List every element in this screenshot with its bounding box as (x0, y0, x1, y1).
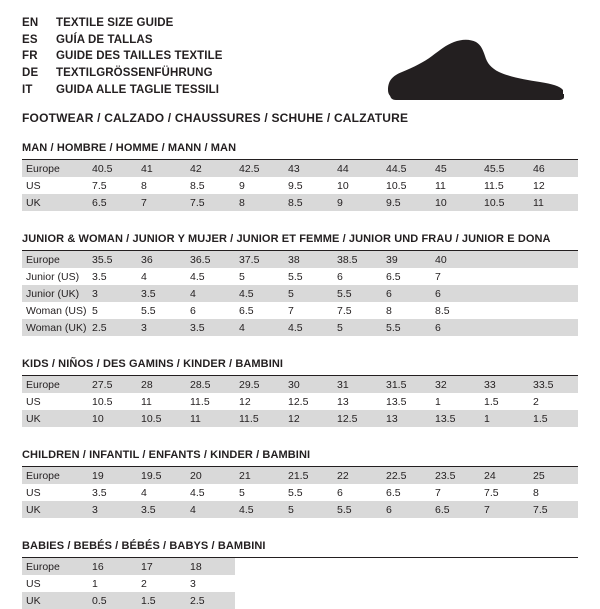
table-row (22, 558, 578, 575)
size-cell: 4.5 (284, 319, 333, 336)
table-row (22, 302, 578, 319)
language-code: IT (22, 83, 33, 96)
empty-cell (431, 592, 480, 609)
table-row (22, 501, 578, 518)
size-cell: 0.5 (88, 592, 137, 609)
empty-cell (529, 558, 578, 575)
size-table (22, 376, 578, 427)
size-cell: 11.5 (190, 395, 210, 408)
empty-cell (431, 558, 480, 575)
size-cell: 11 (141, 395, 152, 408)
table-row (22, 467, 578, 484)
size-cell: 41 (137, 160, 186, 177)
size-cell: 44.5 (382, 160, 431, 177)
size-block (22, 540, 578, 609)
empty-cell (529, 268, 578, 285)
size-cell: 12.5 (333, 410, 382, 427)
empty-cell (480, 558, 529, 575)
size-cell: 10 (337, 179, 349, 192)
table-row (22, 251, 578, 268)
size-cell: 6.5 (88, 194, 137, 211)
row-label: Europe (22, 467, 88, 484)
size-cell: 22 (333, 467, 382, 484)
size-cell: 8 (533, 486, 539, 499)
size-cell: 8.5 (190, 179, 205, 192)
row-label: Europe (22, 376, 88, 393)
language-code: EN (22, 17, 39, 29)
language-code: ES (22, 33, 38, 46)
size-cell: 16 (88, 558, 137, 575)
table-row (22, 393, 578, 410)
size-cell: 17 (137, 558, 186, 575)
size-cell: 40.5 (88, 160, 137, 177)
size-cell: 43 (284, 160, 333, 177)
table-row (22, 177, 578, 194)
size-block (22, 142, 578, 211)
row-label: UK (22, 592, 88, 609)
size-cell: 31.5 (382, 376, 431, 393)
language-code: FR (22, 50, 38, 63)
size-cell: 45 (431, 160, 480, 177)
size-cell: 4 (186, 285, 235, 302)
size-cell: 3 (137, 319, 186, 336)
size-cell: 7 (137, 194, 186, 211)
size-cell: 20 (186, 467, 235, 484)
size-cell: 1 (92, 577, 98, 590)
size-table (22, 558, 578, 609)
size-cell: 5 (92, 304, 98, 317)
row-label: US (26, 577, 41, 590)
size-cell: 28 (137, 376, 186, 393)
size-cell: 45.5 (480, 160, 529, 177)
language-row (22, 33, 223, 50)
size-cell: 3.5 (137, 501, 186, 518)
empty-cell (480, 575, 529, 592)
language-title-list (22, 16, 223, 99)
size-cell: 5.5 (382, 319, 431, 336)
size-cell: 2 (533, 395, 539, 408)
row-label: Junior (UK) (22, 285, 88, 302)
size-block-title: KIDS / NIÑOS / DES GAMINS / KINDER / BAMBINI (22, 358, 578, 376)
size-table (22, 160, 578, 211)
empty-cell (333, 592, 382, 609)
size-cell: 5 (284, 285, 333, 302)
row-label: UK (22, 410, 88, 427)
size-cell: 2.5 (186, 592, 235, 609)
size-cell: 5.5 (333, 285, 382, 302)
table-row (22, 592, 578, 609)
size-cell: 1.5 (484, 395, 499, 408)
size-cell: 4 (141, 270, 147, 283)
size-cell: 4.5 (190, 270, 205, 283)
size-cell: 3 (190, 577, 196, 590)
size-cell: 19.5 (137, 467, 186, 484)
size-cell: 33.5 (529, 376, 578, 393)
size-cell: 8 (386, 304, 392, 317)
size-cell: 31 (333, 376, 382, 393)
size-cell: 6.5 (386, 486, 401, 499)
size-cell: 2.5 (88, 319, 137, 336)
dress-shoe-icon (380, 36, 570, 106)
size-cell: 2 (141, 577, 147, 590)
empty-cell (382, 558, 431, 575)
empty-cell (382, 592, 431, 609)
table-row (22, 194, 578, 211)
empty-cell (529, 575, 578, 592)
table-row (22, 484, 578, 501)
size-cell: 11 (435, 179, 446, 192)
language-row (22, 16, 223, 33)
size-block-title: CHILDREN / INFANTIL / ENFANTS / KINDER / BAMBINI (22, 449, 578, 467)
size-block (22, 233, 578, 336)
row-label: US (26, 179, 41, 192)
row-label: Europe (22, 160, 88, 177)
empty-cell (333, 575, 382, 592)
table-row (22, 376, 578, 393)
size-cell: 5.5 (141, 304, 156, 317)
size-cell: 10 (88, 410, 137, 427)
size-cell: 32 (431, 376, 480, 393)
row-label: UK (22, 194, 88, 211)
empty-cell (235, 558, 284, 575)
language-title: GUÍA DE TALLAS (56, 33, 153, 46)
size-cell: 46 (529, 160, 578, 177)
size-cell: 3.5 (137, 285, 186, 302)
size-cell: 10 (431, 194, 480, 211)
size-block-title: JUNIOR & WOMAN / JUNIOR Y MUJER / JUNIOR ET FEMME / JUNIOR UND FRAU / JUNIOR E DONA (22, 233, 578, 251)
empty-cell (284, 558, 333, 575)
size-cell: 4 (141, 486, 147, 499)
size-cell: 8.5 (435, 304, 450, 317)
size-cell: 6.5 (431, 501, 480, 518)
size-cell: 42 (186, 160, 235, 177)
size-cell: 38.5 (333, 251, 382, 268)
size-cell: 7 (480, 501, 529, 518)
size-cell: 5 (333, 319, 382, 336)
size-cell: 40 (431, 251, 480, 268)
table-row (22, 285, 578, 302)
size-cell: 44 (333, 160, 382, 177)
size-cell: 29.5 (235, 376, 284, 393)
empty-cell (480, 302, 529, 319)
size-cell: 4 (186, 501, 235, 518)
language-title: GUIDE DES TAILLES TEXTILE (56, 50, 223, 63)
size-cell: 10.5 (480, 194, 529, 211)
size-cell: 7 (435, 486, 441, 499)
empty-cell (382, 575, 431, 592)
size-cell: 6.5 (386, 270, 401, 283)
empty-cell (480, 251, 529, 268)
size-cell: 7.5 (92, 179, 107, 192)
size-cell: 5 (239, 486, 245, 499)
table-row (22, 268, 578, 285)
size-table (22, 251, 578, 336)
table-row (22, 575, 578, 592)
empty-cell (529, 592, 578, 609)
size-cell: 1 (435, 395, 441, 408)
size-cell: 7.5 (337, 304, 352, 317)
empty-cell (480, 319, 529, 336)
size-cell: 5.5 (333, 501, 382, 518)
size-cell: 5 (239, 270, 245, 283)
size-cell: 4.5 (235, 501, 284, 518)
size-table (22, 467, 578, 518)
size-cell: 7.5 (529, 501, 578, 518)
size-cell: 5.5 (288, 486, 303, 499)
size-cell: 21 (235, 467, 284, 484)
empty-cell (480, 285, 529, 302)
size-cell: 9.5 (382, 194, 431, 211)
size-cell: 6 (190, 304, 196, 317)
size-cell: 24 (480, 467, 529, 484)
size-cell: 10.5 (137, 410, 186, 427)
size-cell: 39 (382, 251, 431, 268)
size-block (22, 449, 578, 518)
size-cell: 7 (288, 304, 294, 317)
size-cell: 13.5 (431, 410, 480, 427)
size-cell: 28.5 (186, 376, 235, 393)
language-title: TEXTILE SIZE GUIDE (56, 17, 174, 29)
table-row (22, 160, 578, 177)
empty-cell (235, 592, 284, 609)
size-cell: 10.5 (386, 179, 407, 192)
size-cell: 6 (337, 270, 343, 283)
size-cell: 8.5 (284, 194, 333, 211)
size-cell: 3.5 (92, 270, 107, 283)
size-cell: 6 (337, 486, 343, 499)
size-cell: 4 (235, 319, 284, 336)
size-cell: 6 (431, 319, 480, 336)
size-cell: 12 (533, 179, 545, 192)
size-cell: 5 (284, 501, 333, 518)
language-title: GUIDA ALLE TAGLIE TESSILI (56, 83, 220, 96)
row-label: Woman (UK) (22, 319, 88, 336)
empty-cell (529, 251, 578, 268)
size-cell: 42.5 (235, 160, 284, 177)
size-cell: 11.5 (484, 179, 504, 192)
size-cell: 8 (235, 194, 284, 211)
size-cell: 5.5 (288, 270, 303, 283)
size-cell: 25 (529, 467, 578, 484)
size-cell: 35.5 (88, 251, 137, 268)
row-label: Europe (22, 251, 88, 268)
size-cell: 23.5 (431, 467, 480, 484)
size-cell: 13.5 (386, 395, 407, 408)
footwear-section-heading: FOOTWEAR / CALZADO / CHAUSSURES / SCHUHE / CALZATURE (22, 111, 409, 126)
size-cell: 21.5 (284, 467, 333, 484)
size-cell: 12 (284, 410, 333, 427)
empty-cell (529, 319, 578, 336)
row-label: Woman (US) (26, 304, 87, 317)
size-cell: 19 (88, 467, 137, 484)
size-cell: 30 (284, 376, 333, 393)
size-cell: 3.5 (186, 319, 235, 336)
table-row (22, 319, 578, 336)
size-cell: 3 (88, 285, 137, 302)
size-cell: 7.5 (484, 486, 499, 499)
row-label: Junior (US) (26, 270, 80, 283)
size-cell: 10.5 (92, 395, 113, 408)
size-cell: 11 (529, 194, 578, 211)
size-cell: 4.5 (190, 486, 205, 499)
size-cell: 7 (435, 270, 441, 283)
size-cell: 13 (337, 395, 349, 408)
size-cell: 37.5 (235, 251, 284, 268)
table-row (22, 410, 578, 427)
empty-cell (529, 285, 578, 302)
size-cell: 22.5 (382, 467, 431, 484)
language-code: DE (22, 66, 39, 79)
row-label: UK (22, 501, 88, 518)
size-cell: 7.5 (186, 194, 235, 211)
size-cell: 6 (431, 285, 480, 302)
row-label: US (26, 486, 41, 499)
size-cell: 11 (186, 410, 235, 427)
size-cell: 36 (137, 251, 186, 268)
size-cell: 6 (382, 285, 431, 302)
size-block (22, 358, 578, 427)
language-row (22, 66, 223, 83)
size-cell: 27.5 (88, 376, 137, 393)
empty-cell (431, 575, 480, 592)
size-cell: 1.5 (529, 410, 578, 427)
empty-cell (284, 592, 333, 609)
language-title-list-body (22, 16, 223, 99)
size-cell: 4.5 (235, 285, 284, 302)
size-cell: 9 (333, 194, 382, 211)
document-header (22, 16, 578, 126)
empty-cell (529, 302, 578, 319)
empty-cell (235, 575, 284, 592)
language-row (22, 83, 223, 100)
empty-cell (284, 575, 333, 592)
size-block-title: BABIES / BEBÉS / BÉBÉS / BABYS / BAMBINI (22, 540, 578, 558)
size-cell: 1 (480, 410, 529, 427)
size-blocks-container (22, 142, 578, 609)
size-cell: 11.5 (235, 410, 284, 427)
size-cell: 38 (284, 251, 333, 268)
size-cell: 1.5 (137, 592, 186, 609)
size-block-title: MAN / HOMBRE / HOMME / MANN / MAN (22, 142, 578, 160)
size-cell: 12.5 (288, 395, 309, 408)
size-cell: 3 (88, 501, 137, 518)
empty-cell (333, 558, 382, 575)
size-cell: 36.5 (186, 251, 235, 268)
size-cell: 3.5 (92, 486, 107, 499)
size-cell: 12 (239, 395, 251, 408)
empty-cell (480, 592, 529, 609)
language-row (22, 49, 223, 66)
size-cell: 33 (480, 376, 529, 393)
size-cell: 6 (382, 501, 431, 518)
row-label: Europe (22, 558, 88, 575)
size-cell: 8 (141, 179, 147, 192)
language-title: TEXTILGRÖSSENFÜHRUNG (56, 66, 213, 79)
size-cell: 9.5 (288, 179, 303, 192)
size-cell: 6.5 (239, 304, 254, 317)
size-cell: 9 (239, 179, 245, 192)
size-cell: 18 (186, 558, 235, 575)
row-label: US (26, 395, 41, 408)
size-cell: 13 (382, 410, 431, 427)
empty-cell (480, 268, 529, 285)
